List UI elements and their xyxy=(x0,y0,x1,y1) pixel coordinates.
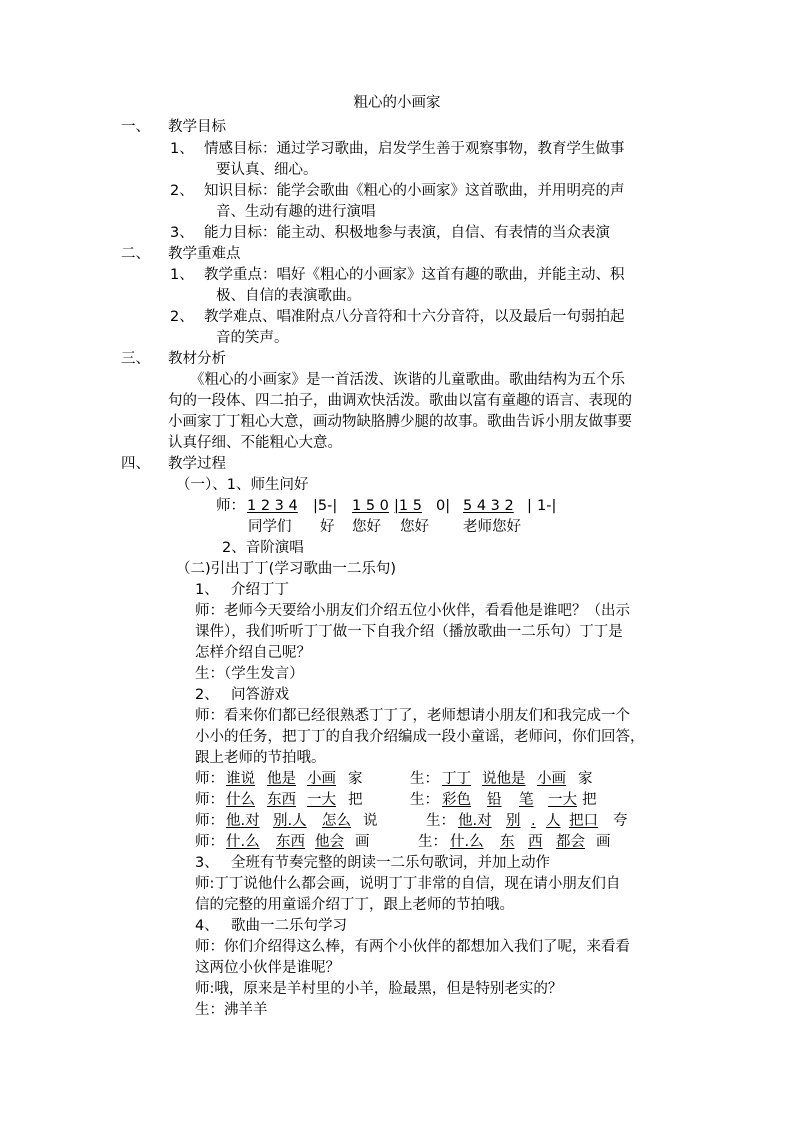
step-subheading: 2、音阶演唱 xyxy=(222,540,304,556)
body-line: 师:哦，原来是羊村里的小羊，脸最黑，但是特别老实的？ xyxy=(195,981,563,997)
rhyme-word: 画 xyxy=(355,834,370,850)
subitem-number: 3、 xyxy=(195,855,219,871)
body-line: 生：（学生发言） xyxy=(195,666,304,682)
rhyme-word: 小画 xyxy=(537,771,566,787)
notation-group: 1 2 3 4 xyxy=(247,498,298,514)
lyric: 老师您好 xyxy=(463,519,521,535)
item-text-continued: 音、生动有趣的进行演唱 xyxy=(216,204,376,220)
notation-group: 1-| xyxy=(537,498,557,514)
rhyme-word: 东西 xyxy=(276,834,305,850)
rhyme-word: 一大 xyxy=(548,792,577,808)
rhyme-word: 西 xyxy=(528,834,543,850)
rhyme-word: 夸 xyxy=(613,813,628,829)
item-number: 2、 xyxy=(170,183,194,199)
lyric: 同学们 xyxy=(248,519,292,535)
item-number: 1、 xyxy=(170,267,194,283)
rhyme-word: 他是 xyxy=(267,771,296,787)
item-text: 教学难点、唱准附点八分音符和十六分音符，以及最后一句弱拍起 xyxy=(204,309,625,325)
rhyme-word: 铅 xyxy=(487,792,502,808)
body-line: 课件），我们听听丁丁做一下自我介绍（播放歌曲一二乐句）丁丁是 xyxy=(195,624,623,640)
notation-group: |5-| xyxy=(313,498,338,514)
subitem-text: 全班有节奏完整的朗读一二乐句歌词，并加上动作 xyxy=(231,855,550,871)
rhyme-word: 人 xyxy=(546,813,561,829)
paragraph-line: 《粗心的小画家》是一首活泼、诙谐的儿童歌曲。歌曲结构为五个乐 xyxy=(190,372,625,388)
subitem-text: 歌曲一二乐句学习 xyxy=(231,918,347,934)
lyric: 您好 xyxy=(352,519,381,535)
item-text-continued: 极、自信的表演歌曲。 xyxy=(216,288,361,304)
rhyme-word: 把 xyxy=(582,792,597,808)
subitem-text: 介绍丁丁 xyxy=(231,582,289,598)
rhyme-word: 一大 xyxy=(307,792,336,808)
item-number: 2、 xyxy=(170,309,194,325)
item-text-continued: 要认真、细心。 xyxy=(216,162,318,178)
rhyme-speaker: 生： xyxy=(418,834,447,850)
section-3-heading: 教材分析 xyxy=(168,351,226,367)
body-line: 跟上老师的节拍哦。 xyxy=(195,750,326,766)
step-heading: （二)引出丁丁(学习歌曲一二乐句) xyxy=(176,561,396,577)
item-text: 教学重点：唱好《粗心的小画家》这首有趣的歌曲，并能主动、积 xyxy=(204,267,625,283)
rhyme-word: 什.么 xyxy=(450,834,484,850)
lyric: 您好 xyxy=(400,519,429,535)
body-line: 师：你们介绍得这么棒，有两个小伙伴的都想加入我们了呢，来看看 xyxy=(195,939,630,955)
lyric: 好 xyxy=(320,519,335,535)
rhyme-word: 东 xyxy=(500,834,515,850)
rhyme-word: 把口 xyxy=(569,813,598,829)
rhyme-word: 说 xyxy=(363,813,378,829)
notation-group: 1 5 0 xyxy=(352,498,389,514)
rhyme-speaker: 师： xyxy=(195,792,224,808)
subitem-text: 问答游戏 xyxy=(231,687,289,703)
rhyme-word: 什.么 xyxy=(226,834,260,850)
section-2-heading: 教学重难点 xyxy=(168,246,241,262)
paragraph-line: 句的一段体、四二拍子，曲调欢快活泼。歌曲以富有童趣的语言、表现的 xyxy=(168,393,632,409)
notation-group: 5 4 3 2 xyxy=(463,498,514,514)
subitem-number: 2、 xyxy=(195,687,219,703)
section-4-number: 四、 xyxy=(121,456,150,472)
notation-group: | xyxy=(527,498,532,514)
rhyme-word: 说他是 xyxy=(482,771,526,787)
notation-lead: 师： xyxy=(216,498,245,514)
rhyme-speaker: 师： xyxy=(195,771,224,787)
rhyme-word: 家 xyxy=(578,771,593,787)
rhyme-speaker: 师： xyxy=(195,813,224,829)
rhyme-word: 家 xyxy=(348,771,363,787)
rhyme-word: 别 xyxy=(506,813,521,829)
section-4-heading: 教学过程 xyxy=(168,456,226,472)
section-1-heading: 教学目标 xyxy=(168,119,226,135)
rhyme-word: 画 xyxy=(596,834,611,850)
section-1-number: 一、 xyxy=(121,119,150,135)
item-text: 知识目标：能学会歌曲《粗心的小画家》这首歌曲，并用明亮的声 xyxy=(204,183,625,199)
rhyme-word: 把 xyxy=(348,792,363,808)
body-line: 小小的任务，把丁丁的自我介绍编成一段小童谣，老师问，你们回答， xyxy=(195,729,645,745)
document-title: 粗心的小画家 xyxy=(353,95,441,111)
subitem-number: 1、 xyxy=(195,582,219,598)
body-line: 这两位小伙伴是谁呢？ xyxy=(195,960,340,976)
item-text: 情感目标：通过学习歌曲，启发学生善于观察事物，教育学生做事 xyxy=(204,141,625,157)
rhyme-word: 彩色 xyxy=(442,792,471,808)
section-3-number: 三、 xyxy=(121,351,150,367)
rhyme-word: . xyxy=(531,813,536,829)
body-line: 生：沸羊羊 xyxy=(195,1002,268,1018)
rhyme-word: 丁丁 xyxy=(442,771,471,787)
item-number: 3、 xyxy=(170,225,194,241)
rhyme-word: 都会 xyxy=(556,834,585,850)
rhyme-word: 怎么 xyxy=(322,813,351,829)
body-line: 信的完整的用童谣介绍丁丁，跟上老师的节拍哦。 xyxy=(195,897,514,913)
rhyme-word: 东西 xyxy=(267,792,296,808)
rhyme-word: 他会 xyxy=(315,834,344,850)
rhyme-speaker: 生： xyxy=(426,813,455,829)
rhyme-word: 小画 xyxy=(307,771,336,787)
body-line: 师：老师今天要给小朋友们介绍五位小伙伴，看看他是谁吧？（出示 xyxy=(195,603,630,619)
paragraph-line: 认真仔细、不能粗心大意。 xyxy=(168,435,342,451)
notation-group: |1 5 xyxy=(394,498,422,514)
rhyme-speaker: 生： xyxy=(410,792,439,808)
item-number: 1、 xyxy=(170,141,194,157)
body-line: 师:丁丁说他什么都会画，说明丁丁非常的自信，现在请小朋友们自 xyxy=(195,876,621,892)
rhyme-word: 他.对 xyxy=(458,813,492,829)
paragraph-line: 小画家丁丁粗心大意，画动物缺胳膊少腿的故事。歌曲告诉小朋友做事要 xyxy=(168,414,632,430)
item-text-continued: 音的笑声。 xyxy=(216,330,289,346)
subitem-number: 4、 xyxy=(195,918,219,934)
body-line: 师：看来你们都已经很熟悉丁丁了，老师想请小朋友们和我完成一个 xyxy=(195,708,630,724)
rhyme-word: 谁说 xyxy=(226,771,255,787)
rhyme-word: 笔 xyxy=(519,792,534,808)
rhyme-word: 别.人 xyxy=(273,813,307,829)
section-2-number: 二、 xyxy=(121,246,150,262)
body-line: 怎样介绍自己呢？ xyxy=(195,645,311,661)
rhyme-word: 他.对 xyxy=(226,813,260,829)
rhyme-word: 什么 xyxy=(226,792,255,808)
step-heading: （一）、1、师生问好 xyxy=(176,477,309,493)
notation-group: 0| xyxy=(436,498,451,514)
rhyme-speaker: 师： xyxy=(195,834,224,850)
rhyme-speaker: 生： xyxy=(410,771,439,787)
item-text: 能力目标：能主动、积极地参与表演，自信、有表情的当众表演 xyxy=(204,225,610,241)
